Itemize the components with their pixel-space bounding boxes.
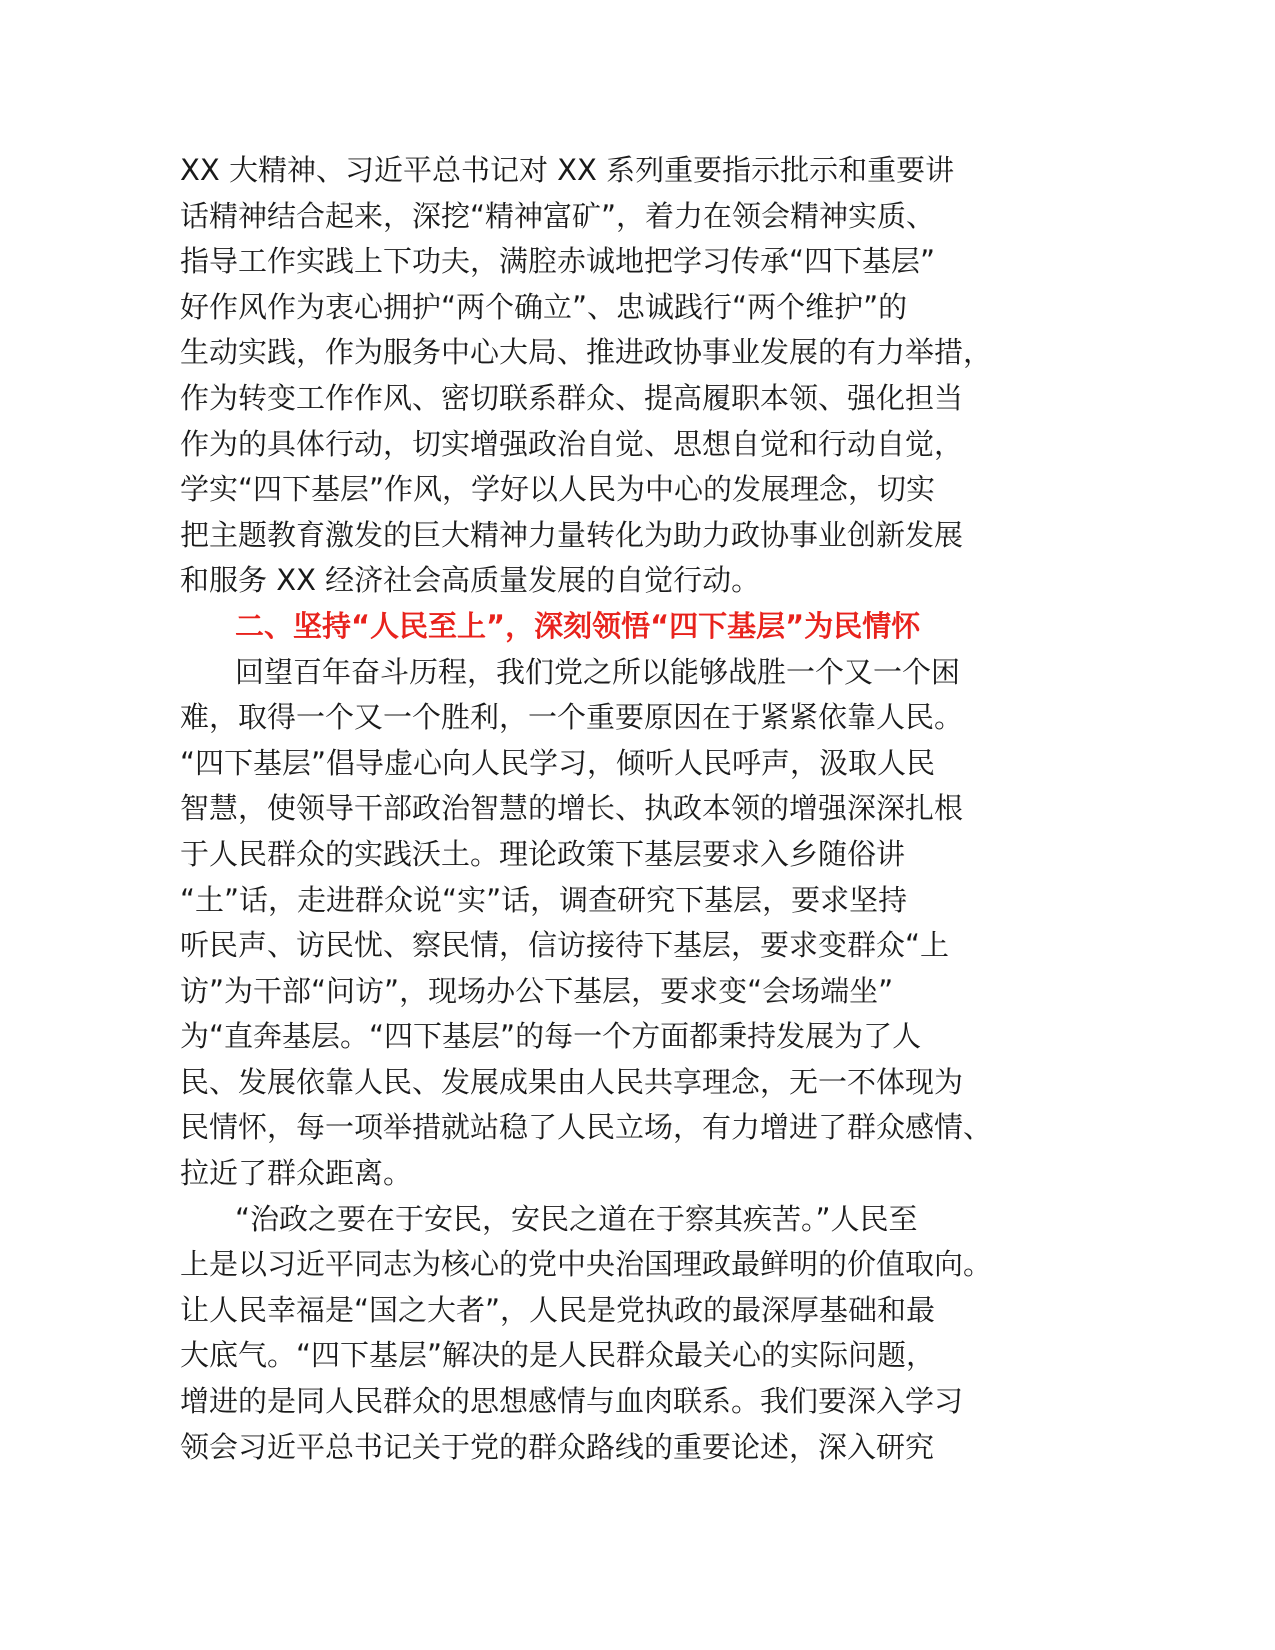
- paragraph-line: 话精神结合起来，深挖“精神富矿”，着力在领会精神实质、: [180, 198, 936, 233]
- paragraph-line: “治政之要在于安民，安民之道在于察其疾苦。”人民至: [235, 1201, 918, 1236]
- paragraph-line: XX 大精神、习近平总书记对 XX 系列重要指示批示和重要讲: [180, 153, 955, 187]
- paragraph-line: 把主题教育激发的巨大精神力量转化为助力政协事业创新发展: [180, 517, 964, 552]
- paragraph-line: 听民声、访民忧、察民情，信访接待下基层，要求变群众“上: [180, 928, 950, 963]
- paragraph-line: 学实“四下基层”作风，学好以人民为中心的发展理念，切实: [180, 472, 936, 507]
- paragraph-line: 拉近了群众距离。: [180, 1156, 413, 1191]
- paragraph-line: 好作风作为衷心拥护“两个确立”、忠诚践行“两个维护”的: [180, 289, 908, 324]
- paragraph-line: 和服务 XX 经济社会高质量发展的自觉行动。: [180, 563, 761, 598]
- paragraph-line: 回望百年奋斗历程，我们党之所以能够战胜一个又一个困: [235, 654, 961, 689]
- paragraph-line: 访”为干部“问访”，现场办公下基层，要求变“会场端坐”: [180, 973, 894, 1008]
- paragraph-line: 于人民群众的实践沃土。理论政策下基层要求入乡随俗讲: [180, 836, 906, 871]
- paragraph-line: 增进的是同人民群众的思想感情与血肉联系。我们要深入学习: [180, 1384, 964, 1419]
- paragraph-line: 领会习近平总书记关于党的群众路线的重要论述，深入研究: [180, 1429, 935, 1464]
- paragraph-line: “四下基层”倡导虚心向人民学习，倾听人民呼声，汲取人民: [180, 745, 936, 780]
- paragraph-line: 指导工作实践上下功夫，满腔赤诚地把学习传承“四下基层”: [180, 244, 936, 279]
- paragraph-line: 作为转变工作作风、密切联系群众、提高履职本领、强化担当: [180, 380, 964, 415]
- paragraph-line: 作为的具体行动，切实增强政治自觉、思想自觉和行动自觉，: [180, 426, 964, 461]
- paragraph-line: “土”话，走进群众说“实”话，调查研究下基层，要求坚持: [180, 882, 908, 917]
- paragraph-line: 民情怀，每一项举措就站稳了人民立场，有力增进了群众感情、: [180, 1110, 993, 1145]
- paragraph-line: 民、发展依靠人民、发展成果由人民共享理念，无一不体现为: [180, 1064, 964, 1099]
- paragraph-line: 生动实践，作为服务中心大局、推进政协事业发展的有力举措，: [180, 335, 993, 370]
- paragraph-line: 让人民幸福是“国之大者”，人民是党执政的最深厚基础和最: [180, 1292, 936, 1327]
- section-heading: 二、坚持“人民至上”，深刻领悟“四下基层”为民情怀: [235, 608, 921, 643]
- paragraph-line: 智慧，使领导干部政治智慧的增长、执政本领的增强深深扎根: [180, 791, 964, 826]
- paragraph-line: 难，取得一个又一个胜利，一个重要原因在于紧紧依靠人民。: [180, 700, 964, 735]
- paragraph-line: 为“直奔基层。“四下基层”的每一个方面都秉持发展为了人: [180, 1019, 922, 1054]
- paragraph-line: 大底气。“四下基层”解决的是人民群众最关心的实际问题，: [180, 1338, 936, 1373]
- paragraph-line: 上是以习近平同志为核心的党中央治国理政最鲜明的价值取向。: [180, 1247, 993, 1282]
- body-text: [180, 148, 1080, 1470]
